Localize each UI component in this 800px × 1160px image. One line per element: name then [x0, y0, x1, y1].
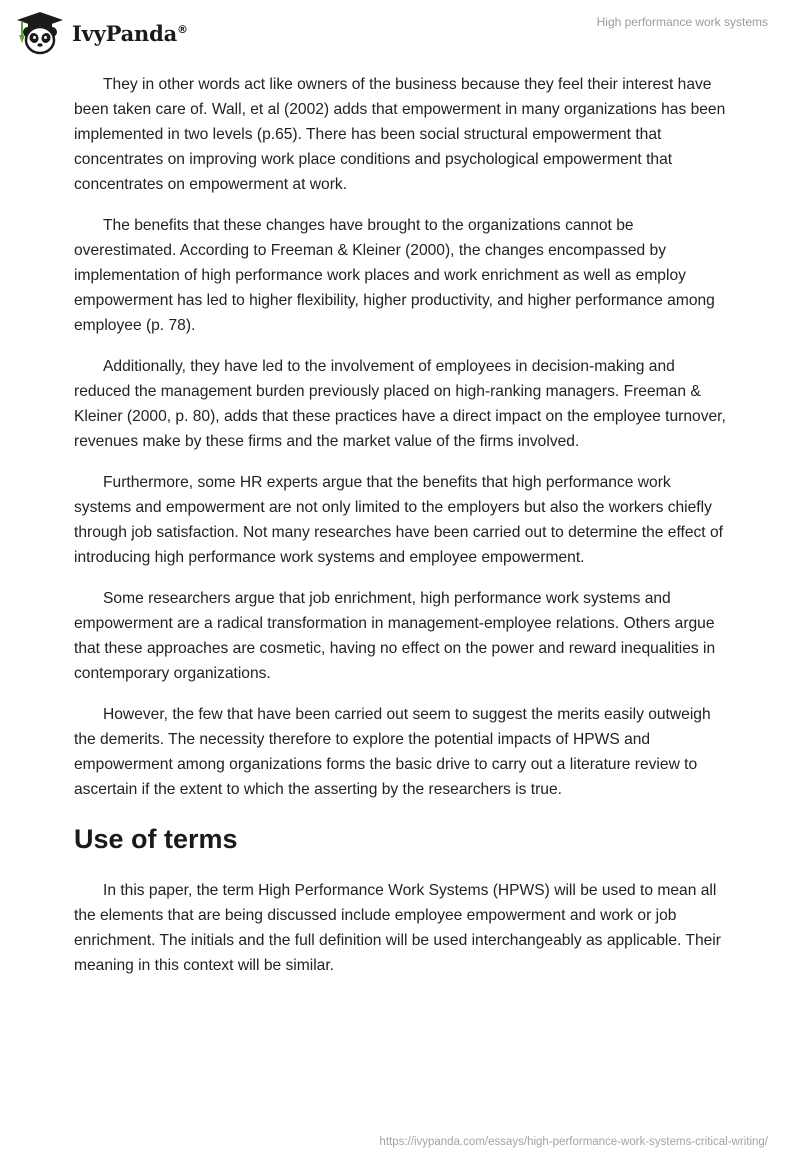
- brand-logo[interactable]: [14, 10, 188, 56]
- document-title: High performance work systems: [596, 15, 768, 29]
- panda-graduate-icon: [14, 10, 66, 56]
- paragraph: They in other words act like owners of the business because they feel their interest have been taken care of. Wall, et al (2002) adds that empowerment in many organizations has been implemented in two levels (p.65). There has been social structural empowerment that concentrates on improving work place conditions and psychological empowerment that concentrates on empowerment at work.: [74, 76, 726, 193]
- paragraph: Some researchers argue that job enrichment, high performance work systems and empowerment are a radical transformation in management-employee relations. Others argue that these approaches are cosmetic, having no effect on the power and reward inequalities in contemporary organizations.: [74, 590, 716, 682]
- source-url[interactable]: https://ivypanda.com/essays/high-performance-work-systems-critical-writing/: [379, 1136, 768, 1148]
- brand-name: IvyPanda®: [72, 20, 188, 46]
- section-heading: Use of terms: [74, 824, 238, 854]
- paragraph: In this paper, the term High Performance Work Systems (HPWS) will be used to mean all the elements that are being discussed include employee empowerment and work or job enrichment. The initials and the full definition will be used interchangeably as applicable. Their meaning in this context will be similar.: [74, 882, 721, 974]
- page-header: [0, 0, 800, 70]
- article-body: [74, 72, 730, 994]
- paragraph: The benefits that these changes have brought to the organizations cannot be overestimated. According to Freeman & Kleiner (2000), the changes encompassed by implementation of high performance work places and work enrichment as well as employ empowerment has led to higher flexibility, higher productivity, and higher performance among employee (p. 78).: [74, 217, 715, 334]
- paragraph: Furthermore, some HR experts argue that the benefits that high performance work systems and empowerment are not only limited to the employers but also the workers chiefly through job satisfaction. Not many researches have been carried out to determine the effect of introducing high performance work systems and employee empowerment.: [74, 474, 723, 566]
- registered-mark: ®: [177, 22, 188, 36]
- paragraph: Additionally, they have led to the involvement of employees in decision-making and reduced the management burden previously placed on high-ranking managers. Freeman & Kleiner (2000, p. 80), adds that these practices have a direct impact on the employee turnover, revenues make by these firms and the market value of the firms involved.: [74, 358, 726, 450]
- paragraph: However, the few that have been carried out seem to suggest the merits easily outweigh the demerits. The necessity therefore to explore the potential impacts of HPWS and empowerment among organizations forms the basic drive to carry out a literature review to ascertain if the extent to which the asserting by the researchers is true.: [74, 706, 711, 798]
